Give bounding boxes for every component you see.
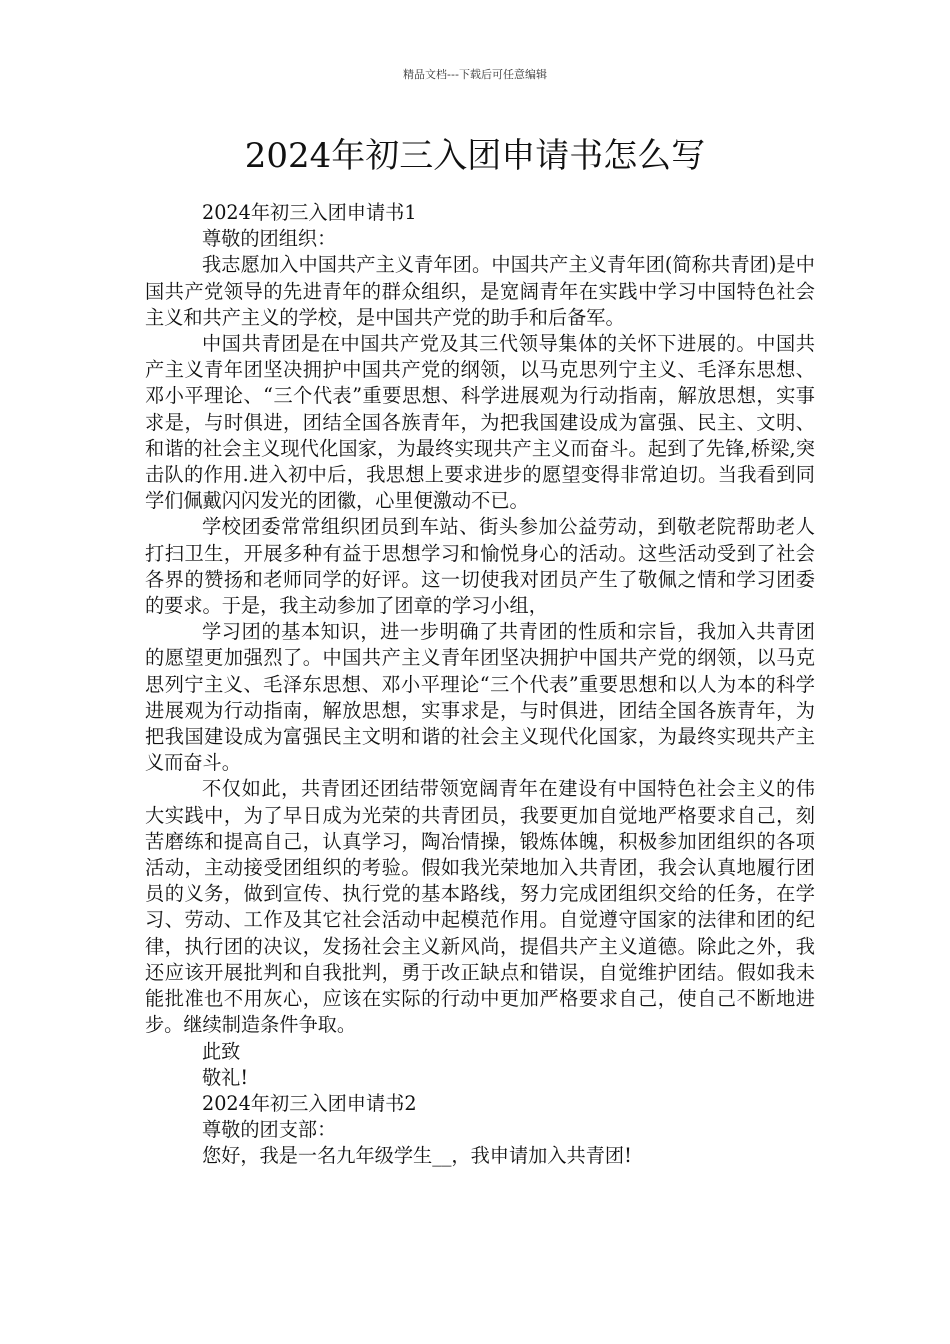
letter1-paragraph: 学校团委常常组织团员到车站、街头参加公益劳动，到敬老院帮助老人打扫卫生，开展多种有益于思想学习和愉悦身心的活动。这些活动受到了社会各界的赞扬和老师同学的好评。这一切使我对团员产生了敬佩之情和学习团委的要求。于是，我主动参加了团章的学习小组， xyxy=(145,515,815,618)
letter1-paragraph: 不仅如此，共青团还团结带领宽阔青年在建设有中国特色社会主义的伟大实践中，为了早日成为光荣的共青团员，我要更加自觉地严格要求自己，刻苦磨练和提高自己，认真学习，陶冶情操，锻炼体魄，积极参加团组织的各项活动，主动接受团组织的考验。假如我光荣地加入共青团，我会认真地履行团员的义务，做到宣传、执行党的基本路线，努力完成团组织交给的任务，在学习、劳动、工作及其它社会活动中起模范作用。自觉遵守国家的法律和团的纪律，执行团的决议，发扬社会主义新风尚，提倡共产主义道德。除此之外，我还应该开展批判和自我批判，勇于改正缺点和错误，自觉维护团结。假如我未能批准也不用灰心，应该在实际的行动中更加严格要求自己，使自己不断地进步。继续制造条件争取。 xyxy=(145,777,815,1037)
letter1-paragraph: 我志愿加入中国共产主义青年团。中国共产主义青年团(简称共青团)是中国共产党领导的先进青年的群众组织，是宽阔青年在实践中学习中国特色社会主义和共产主义的学校，是中国共产党的助手和后备军。 xyxy=(145,253,815,329)
letter1-closing: 此致 xyxy=(202,1039,241,1063)
letter1-heading: 2024年初三入团申请书1 xyxy=(202,201,417,224)
header-note: 精品文档---下载后可任意编辑 xyxy=(403,68,547,81)
letter1-paragraph: 中国共青团是在中国共产党及其三代领导集体的关怀下进展的。中国共产主义青年团坚决拥护中国共产党的纲领，以马克思列宁主义、毛泽东思想、邓小平理论、“三个代表”重要思想、科学进展观为行动指南，解放思想，实事求是，与时俱进，团结全国各族青年，为把我国建设成为富强、民主、文明、和谐的社会主义现代化国家，为最终实现共产主义而奋斗。起到了先锋,桥梁,突击队的作用.进入初中后，我思想上要求进步的愿望变得非常迫切。当我看到同学们佩戴闪闪发光的团徽，心里便激动不已。 xyxy=(145,332,815,513)
letter2-first-line: 您好，我是一名九年级学生__，我申请加入共青团! xyxy=(202,1144,632,1168)
document-body xyxy=(145,200,815,1170)
letter1-closing: 敬礼! xyxy=(202,1065,249,1089)
letter1-paragraph: 学习团的基本知识，进一步明确了共青团的性质和宗旨，我加入共青团的愿望更加强烈了。中国共产主义青年团坚决拥护中国共产党的纲领，以马克思列宁主义、毛泽东思想、邓小平理论“三个代表”重要思想和以人为本的科学进展观为行动指南，解放思想，实事求是，与时俱进，团结全国各族青年，为把我国建设成为富强民主文明和谐的社会主义现代化国家，为最终实现共产主义而奋斗。 xyxy=(145,620,815,775)
letter1-salutation: 尊敬的团组织： xyxy=(202,227,337,251)
page-title: 2024年初三入团申请书怎么写 xyxy=(244,136,706,176)
letter2-salutation: 尊敬的团支部： xyxy=(202,1118,337,1142)
letter2-heading: 2024年初三入团申请书2 xyxy=(202,1091,417,1115)
